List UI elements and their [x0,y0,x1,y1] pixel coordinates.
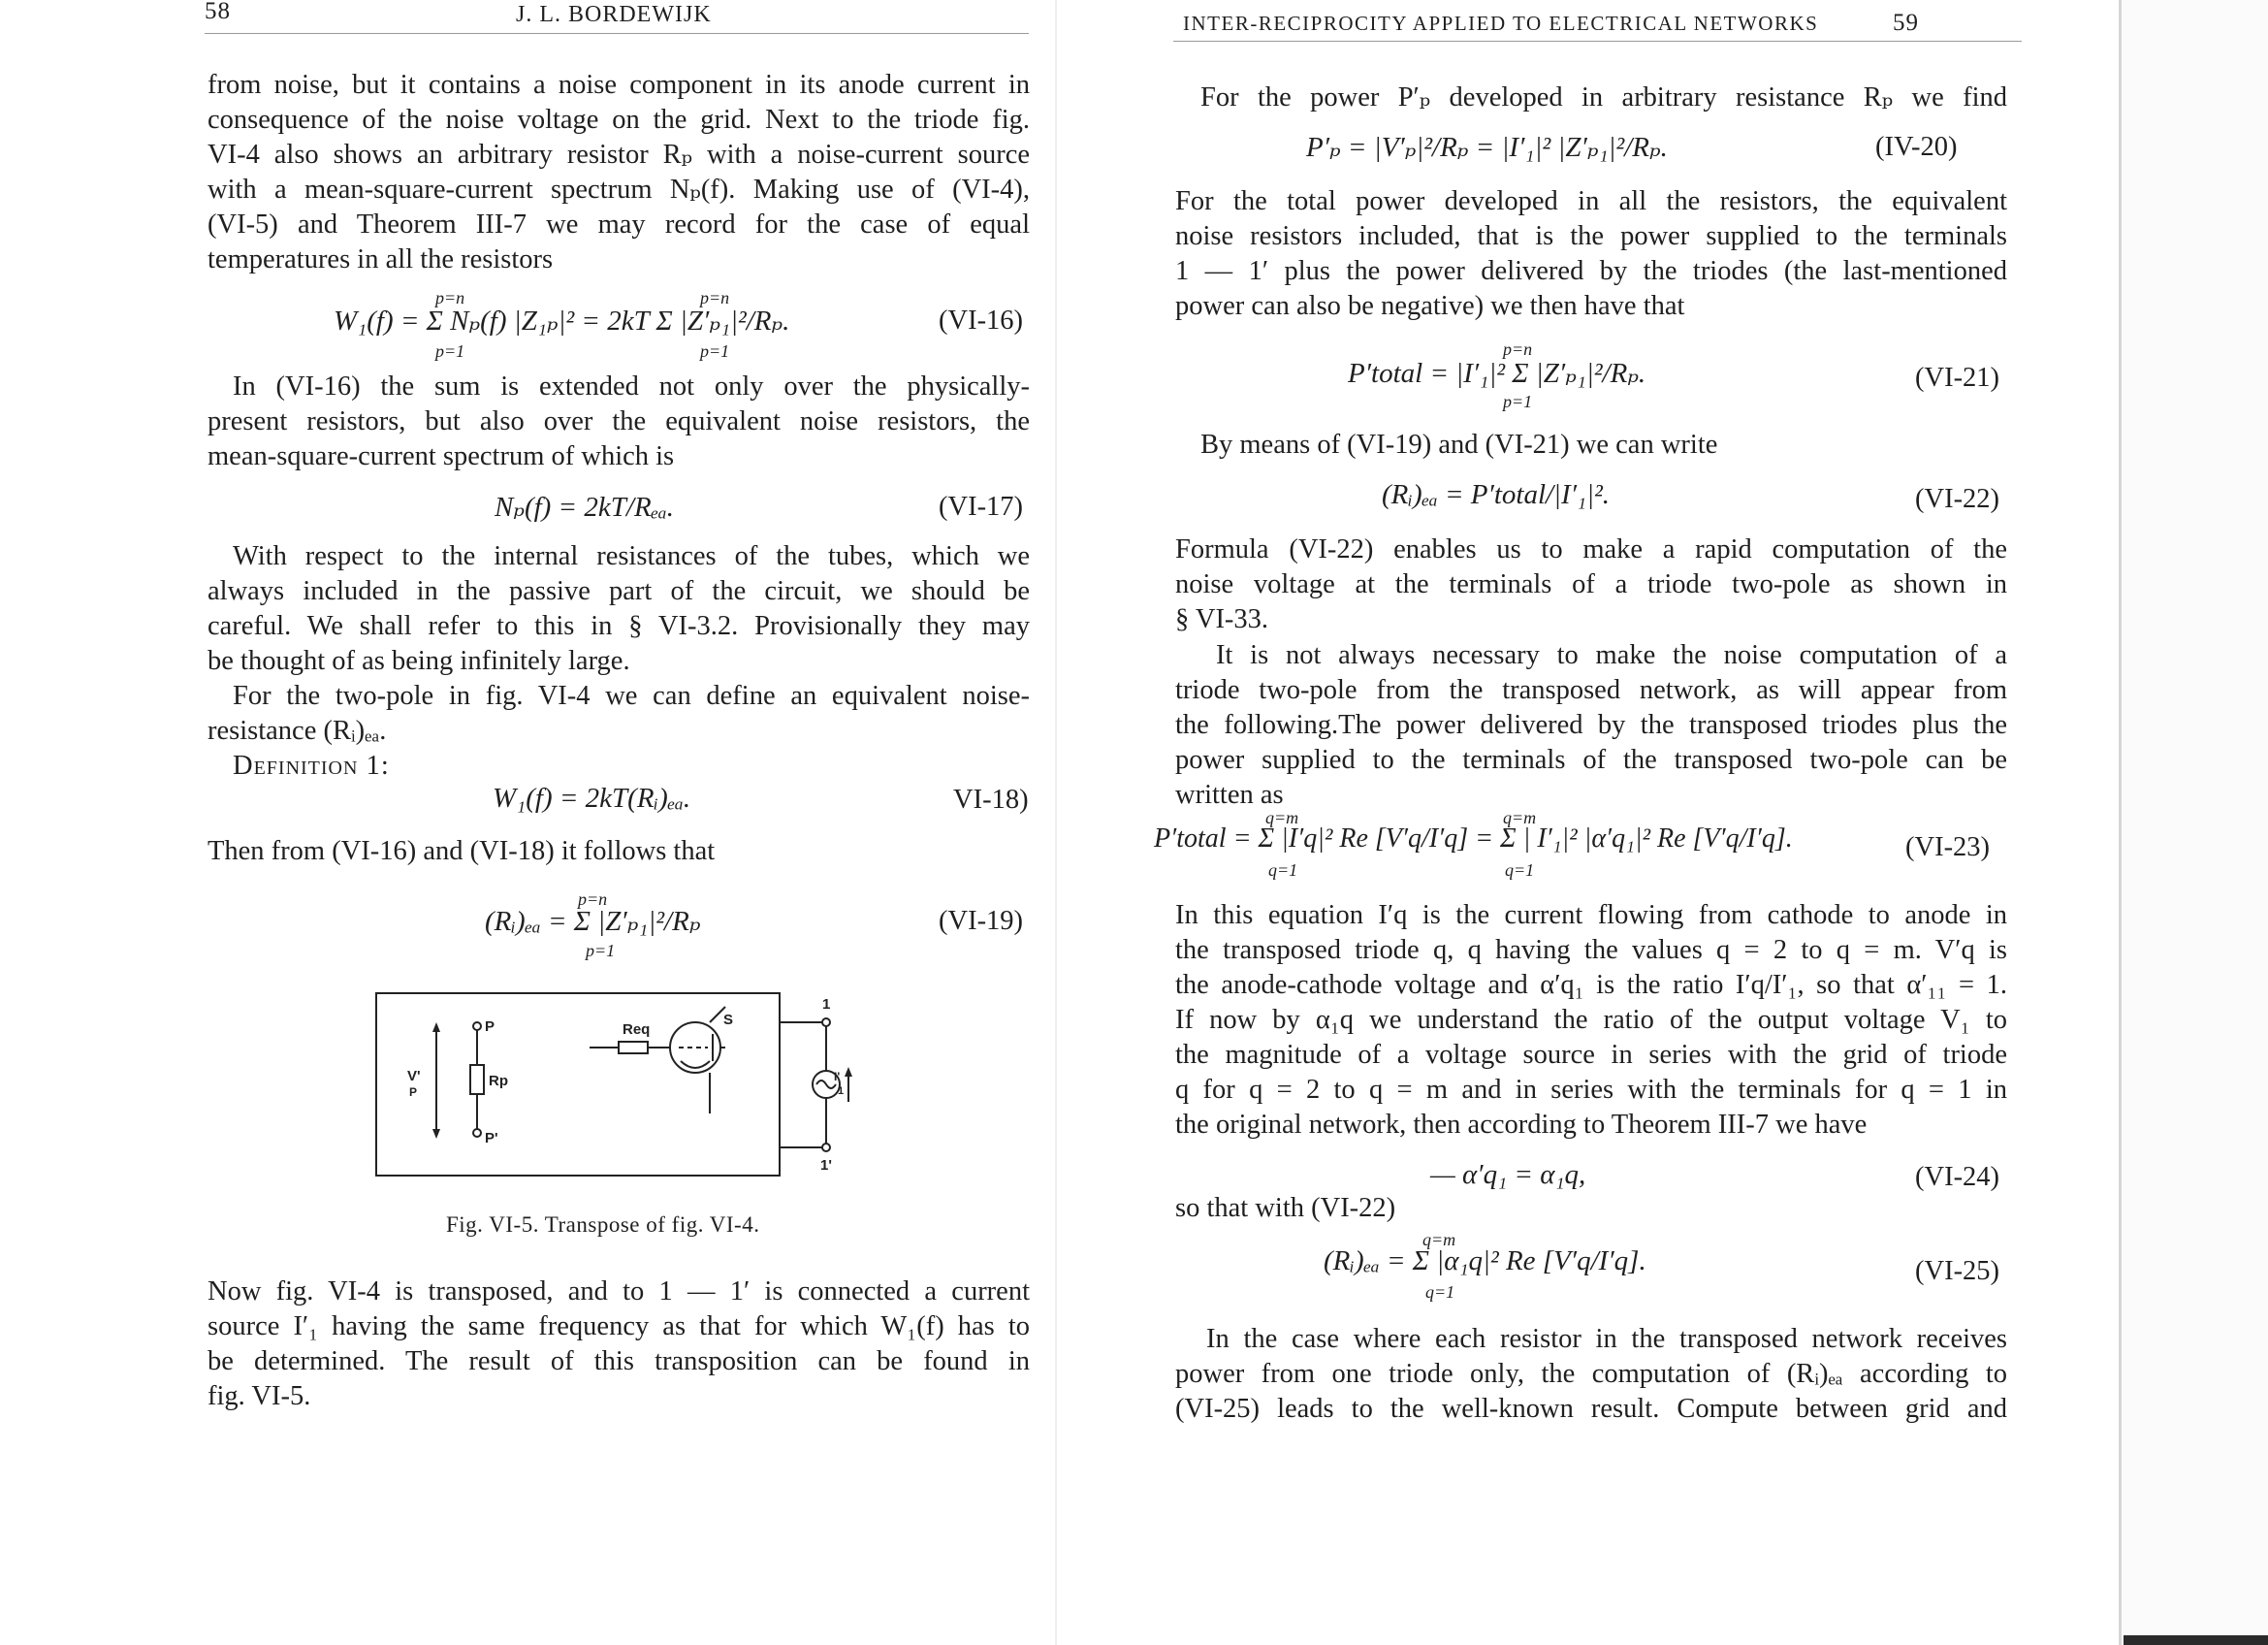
eq16-lower-limit-2: p=1 [700,341,730,361]
terminal-1 [822,1018,830,1026]
text-line: 1 — 1′ plus the power delivered by the triodes (the last-mentioned [1175,256,2007,286]
text-line: present resistors, but also over the equivalent noise resistors, the [208,406,1030,436]
text-line: the following.The power delivered by the transposed triodes plus the [1175,710,2007,740]
eq23-upper-limit-1: q=m [1265,808,1299,827]
right-para-5 [1175,638,2007,813]
eq16-upper-limit-1: p=n [435,288,465,307]
text-line: always included in the passive part of the circuit, we should be [208,576,1030,606]
right-header-rule [1173,41,2022,42]
text-line: For the two-pole in fig. VI-4 we can define an equivalent noise- [233,681,1030,711]
text-line: with a mean-square-current spectrum Nₚ(f). Making use of (VI-4), [208,175,1030,205]
equation-vi-17: Nₚ(f) = 2kT/Rₑₐ. [495,492,674,523]
equation-number-vi-18: VI-18) [953,785,1029,815]
label-s: S [723,1012,734,1028]
text-line: the original network, then according to Theorem III-7 we have [1175,1110,1868,1140]
right-para-3: By means of (VI-19) and (VI-21) we can write [1200,430,1718,460]
text-line: be thought of as being infinitely large. [208,646,630,676]
eq21-lower-limit: p=1 [1503,392,1533,411]
equation-vi-19: (Rᵢ)ₑₐ = Σ |Z′ₚ₁|²/Rₚ [485,906,701,937]
text-line: noise voltage at the terminals of a triode two-pole as shown in [1175,569,2007,599]
label-terminal-1: 1 [822,996,831,1013]
text-line: Formula (VI-22) enables us to make a rapid computation of the [1175,534,2007,564]
right-para-4 [1175,532,2007,637]
left-para-2 [208,370,1030,474]
node-p [473,1022,481,1030]
text-line: If now by α₁q we understand the ratio of the output voltage V₁ to [1175,1005,2007,1035]
left-page-number: 58 [205,0,231,24]
equation-number-vi-23: (VI-23) [1905,832,1991,862]
text-line: mean-square-current spectrum of which is [208,441,675,471]
text-line: be determined. The result of this transposition can be found in [208,1346,1030,1376]
text-line: In (VI-16) the sum is extended not only over the physically- [233,371,1030,402]
left-para-1 [208,68,1030,277]
text-line: the transposed triode q, q having the values q = 2 to q = m. V′q is [1175,935,2007,965]
eq19-upper-limit: p=n [578,889,608,909]
eq19-lower-limit: p=1 [586,941,616,960]
right-page-number: 59 [1893,10,1919,36]
text-line: temperatures in all the resistors [208,244,554,274]
label-rp: Rp [489,1073,508,1089]
right-para-2 [1175,184,2007,324]
equation-number-vi-24: (VI-24) [1915,1162,2000,1192]
equation-number-vi-25: (VI-25) [1915,1256,2000,1286]
text-line: noise resistors included, that is the power supplied to the terminals [1175,221,2007,251]
equation-vi-22: (Rᵢ)ₑₐ = P′total/|I′₁|². [1382,479,1611,510]
eq21-upper-limit: p=n [1503,339,1533,359]
voltage-arrowhead-bottom [432,1129,440,1139]
equation-number-vi-22: (VI-22) [1915,484,2000,514]
label-p-prime: P' [485,1130,498,1146]
label-vp-sub: P [409,1085,418,1099]
text-line: Now fig. VI-4 is transposed, and to 1 — 1′ is connected a current [208,1276,1030,1306]
left-running-head: J. L. BORDEWIJK [516,2,712,27]
label-terminal-1-prime: 1' [820,1157,832,1174]
right-para-6 [1175,898,2007,1143]
figure-vi-5-circuit [368,987,853,1181]
resistor-rp [470,1065,484,1094]
equation-vi-23: P′total = Σ |I′q|² Re [V′q/I′q] = Σ | I′₁|² |α′q₁|² Re [V′q/I′q]. [1154,823,1793,854]
figure-caption: Fig. VI-5. Transpose of fig. VI-4. [446,1212,760,1237]
text-line: power supplied to the terminals of the transposed two-pole can be [1175,745,2007,775]
text-line: In this equation I′q is the current flowing from cathode to anode in [1175,900,2007,930]
node-p-prime [473,1129,481,1137]
equation-number-vi-19: (VI-19) [939,906,1024,936]
text-line: power from one triode only, the computation of (Rᵢ)ₑₐ according to [1175,1359,2007,1389]
eq16-lower-limit-1: p=1 [435,341,465,361]
eq23-upper-limit-2: q=m [1503,808,1537,827]
equation-vi-18: W₁(f) = 2kT(Rᵢ)ₑₐ. [493,783,691,814]
eq16-upper-limit-2: p=n [700,288,730,307]
right-para-7: so that with (VI-22) [1175,1193,1396,1223]
left-para-3 [208,539,1030,679]
equation-vi-24: — α′q₁ = α₁q, [1430,1159,1586,1190]
right-para-8 [1175,1322,2007,1427]
left-page [0,0,1057,1645]
equation-number-vi-17: (VI-17) [939,492,1024,522]
text-line: (VI-5) and Theorem III-7 we may record for the case of equal [208,210,1030,240]
text-line: power can also be negative) we then have that [1175,291,1685,321]
text-line: triode two-pole from the transposed network, as will appear from [1175,675,2007,705]
definition-label: Definition 1: [233,751,390,781]
text-line: With respect to the internal resistances of the tubes, which we [233,541,1030,571]
label-p: P [485,1018,495,1035]
label-vp: V' [407,1068,421,1084]
current-arrowhead [845,1067,852,1077]
text-line: (VI-25) leads to the well-known result. Compute between grid and [1175,1394,2007,1424]
equation-iv-20: P′ₚ = |V′ₚ|²/Rₚ = |I′₁|² |Z′ₚ₁|²/Rₚ. [1306,132,1668,163]
text-line: § VI-33. [1175,604,1269,634]
equation-number-vi-16: (VI-16) [939,306,1024,336]
text-line: consequence of the noise voltage on the grid. Next to the triode fig. [208,105,1030,135]
equation-number-iv-20: (IV-20) [1875,132,1958,162]
resistor-req [619,1042,648,1053]
text-line: source I′₁ having the same frequency as that for which W₁(f) has to [208,1311,1030,1341]
equation-vi-25: (Rᵢ)ₑₐ = Σ |α₁q|² Re [V′q/I′q]. [1324,1245,1646,1276]
eq23-lower-limit-2: q=1 [1505,860,1535,880]
text-line: from noise, but it contains a noise component in its anode current in [208,70,1030,100]
eq23-lower-limit-1: q=1 [1268,860,1298,880]
right-page [1057,0,2153,1645]
right-running-head: INTER-RECIPROCITY APPLIED TO ELECTRICAL NETWORKS [1183,12,1819,35]
text-line: careful. We shall refer to this in § VI-3.2. Provisionally they may [208,611,1030,641]
left-header-rule [205,33,1029,34]
terminal-1-prime [822,1144,830,1151]
text-line: fig. VI-5. [208,1381,311,1411]
text-line: written as [1175,780,1284,810]
text-line: resistance (Rᵢ)ₑₐ. [208,716,387,746]
text-line: In the case where each resistor in the transposed network receives [1206,1324,2007,1354]
equation-number-vi-21: (VI-21) [1915,363,2000,393]
left-para-6 [208,1274,1030,1414]
eq25-lower-limit: q=1 [1425,1282,1455,1302]
equation-vi-21: P′total = |I′₁|² Σ |Z′ₚ₁|²/Rₚ. [1348,358,1646,389]
voltage-arrowhead-top [432,1022,440,1032]
text-line: It is not always necessary to make the noise computation of a [1216,640,2007,670]
label-req: Req [623,1021,651,1038]
equation-vi-16: W₁(f) = Σ Nₚ(f) |Z₁ₚ|² = 2kT Σ |Z′ₚ₁|²/Rₚ. [334,306,790,337]
label-i1: I' [834,1070,841,1083]
left-para-4 [208,679,1030,749]
label-i1-sub: 1 [838,1085,845,1097]
text-line: For the total power developed in all the resistors, the equivalent [1175,186,2007,216]
right-para-1: For the power P′ₚ developed in arbitrary resistance Rₚ we find [1200,82,2007,113]
left-para-5: Then from (VI-16) and (VI-18) it follows that [208,836,716,866]
text-line: the anode-cathode voltage and α′q₁ is the ratio I′q/I′₁, so that α′₁₁ = 1. [1175,970,2007,1000]
text-line: q for q = 2 to q = m and in series with the terminals for q = 1 in [1175,1075,2007,1105]
text-line: the magnitude of a voltage source in series with the grid of triode [1175,1040,2007,1070]
eq25-upper-limit: q=m [1422,1230,1456,1249]
text-line: VI-4 also shows an arbitrary resistor Rₚ with a noise-current source [208,140,1030,170]
